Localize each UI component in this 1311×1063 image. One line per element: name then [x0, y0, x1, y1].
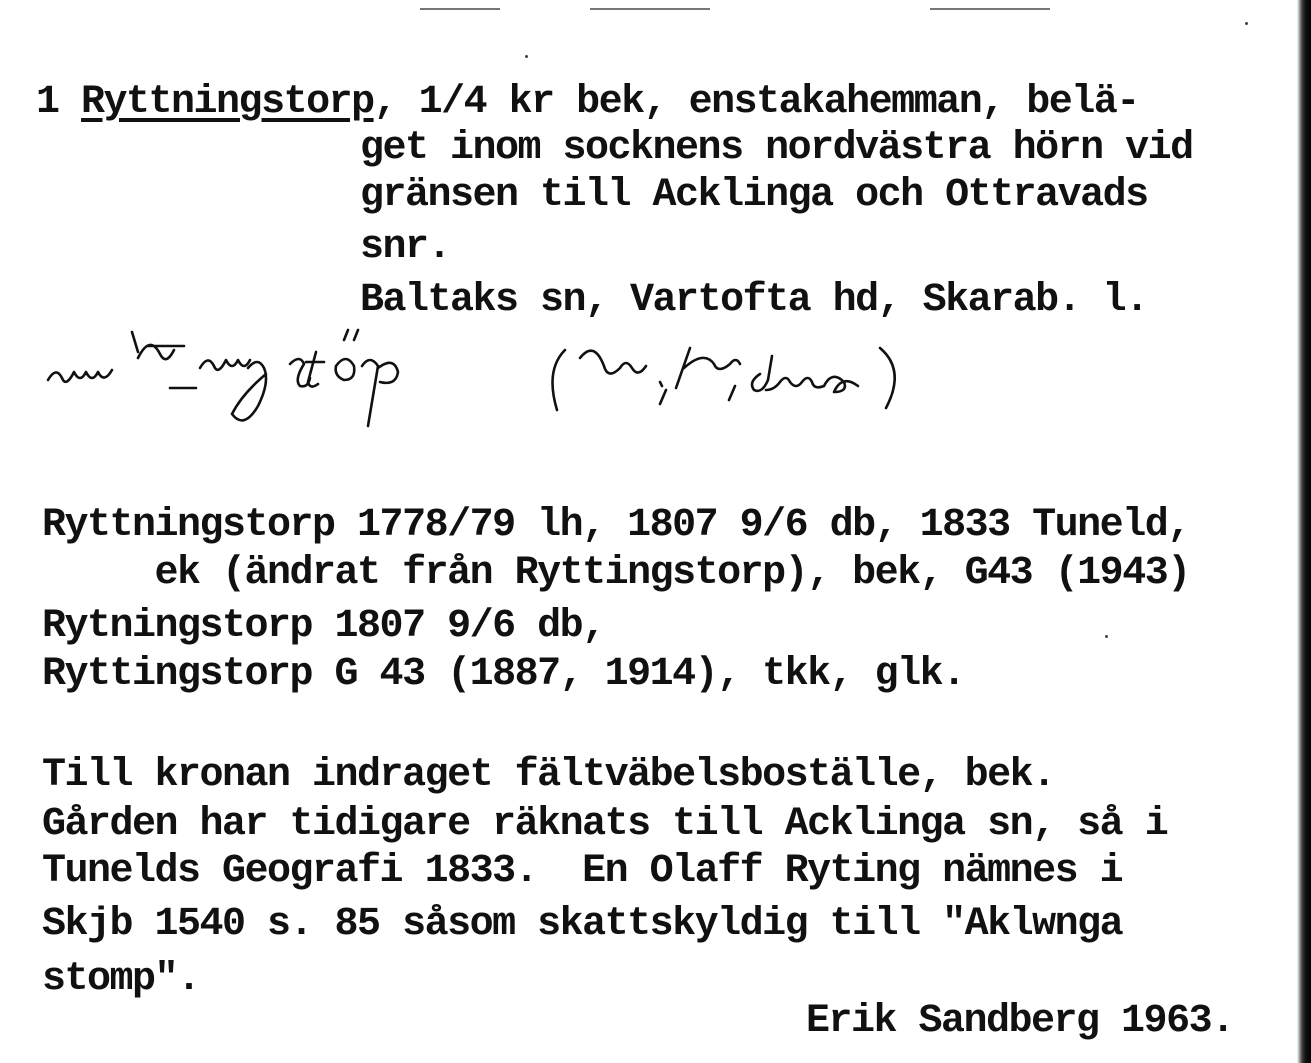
- note-line: Tunelds Geografi 1833. En Olaff Ryting nämnes i: [42, 849, 1123, 894]
- entry-desc-line: snr.: [360, 225, 451, 270]
- entry-head-rest: , 1/4 kr bek, enstakahemman, belä-: [373, 80, 1139, 125]
- card-edge-shadow: [1297, 0, 1311, 1063]
- note-line: stomp".: [42, 957, 200, 1002]
- note-line: Skjb 1540 s. 85 såsom skattskyldig till "Aklwnga: [42, 902, 1123, 947]
- source-line: ek (ändrat från Ryttingstorp), bek, G43 (1943): [42, 551, 1190, 596]
- note-line: Gården har tidigare räknats till Acklinga sn, så i: [42, 802, 1168, 847]
- source-line: Rytningstorp 1807 9/6 db,: [42, 604, 605, 649]
- handwritten-note: [40, 322, 1040, 442]
- scan-speck: [1105, 635, 1108, 638]
- entry-desc-line: get inom socknens nordvästra hörn vid: [360, 126, 1193, 171]
- scan-speck: [1245, 22, 1248, 25]
- scan-artifact-line: [590, 8, 710, 10]
- entry-desc-line: Baltaks sn, Vartofta hd, Skarab. l.: [360, 278, 1148, 323]
- entry-number: 1: [36, 80, 59, 125]
- signature: Erik Sandberg 1963.: [806, 999, 1234, 1044]
- scan-artifact-line: [930, 8, 1050, 10]
- note-line: Till kronan indraget fältväbelsboställe, bek.: [42, 753, 1055, 798]
- entry-header: [36, 80, 1139, 126]
- scan-speck: [525, 55, 528, 58]
- source-line: Ryttingstorp G 43 (1887, 1914), tkk, glk.: [42, 652, 965, 697]
- entry-desc-line: gränsen till Acklinga och Ottravads: [360, 173, 1148, 218]
- place-name: Ryttningstorp: [81, 80, 374, 125]
- scan-artifact-line: [420, 8, 500, 10]
- source-line: Ryttningstorp 1778/79 lh, 1807 9/6 db, 1833 Tuneld,: [42, 503, 1190, 548]
